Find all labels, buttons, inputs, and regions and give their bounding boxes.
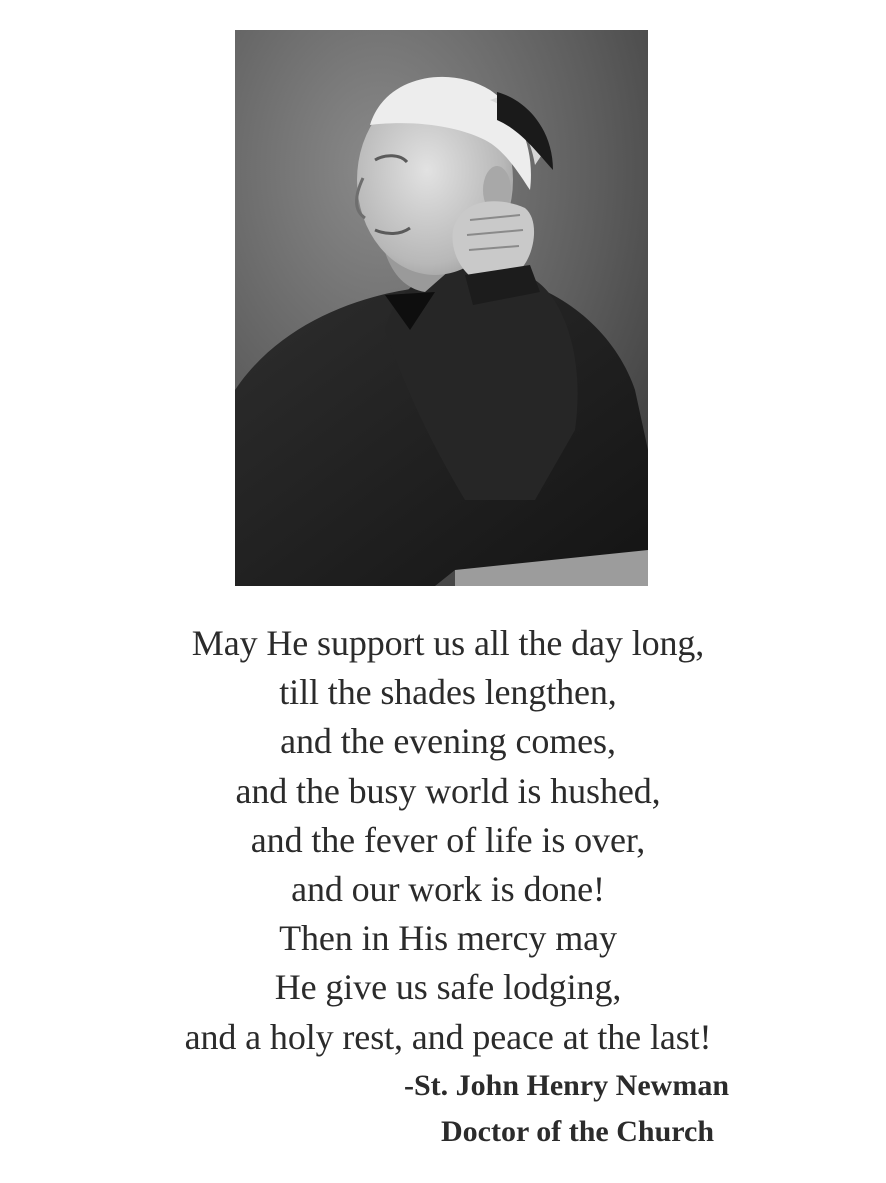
quote-line: till the shades lengthen, bbox=[279, 672, 617, 713]
quote-line: and the fever of life is over, bbox=[250, 819, 646, 860]
quote-line: He give us safe lodging, bbox=[274, 967, 622, 1008]
prayer-quote bbox=[0, 619, 886, 1062]
quote-line: and the busy world is hushed, bbox=[235, 770, 661, 811]
quote-line: and a holy rest, and peace at the last! bbox=[184, 1016, 712, 1057]
attribution-title: Doctor of the Church bbox=[441, 1115, 715, 1148]
quote-line: Then in His mercy may bbox=[279, 918, 617, 959]
portrait-photo bbox=[235, 30, 648, 586]
quote-line: and our work is done! bbox=[291, 868, 605, 909]
attribution-author: -St. John Henry Newman bbox=[404, 1069, 730, 1102]
portrait-illustration bbox=[235, 30, 648, 586]
quote-line: May He support us all the day long, bbox=[191, 623, 705, 663]
quote-line: and the evening comes, bbox=[280, 721, 616, 762]
